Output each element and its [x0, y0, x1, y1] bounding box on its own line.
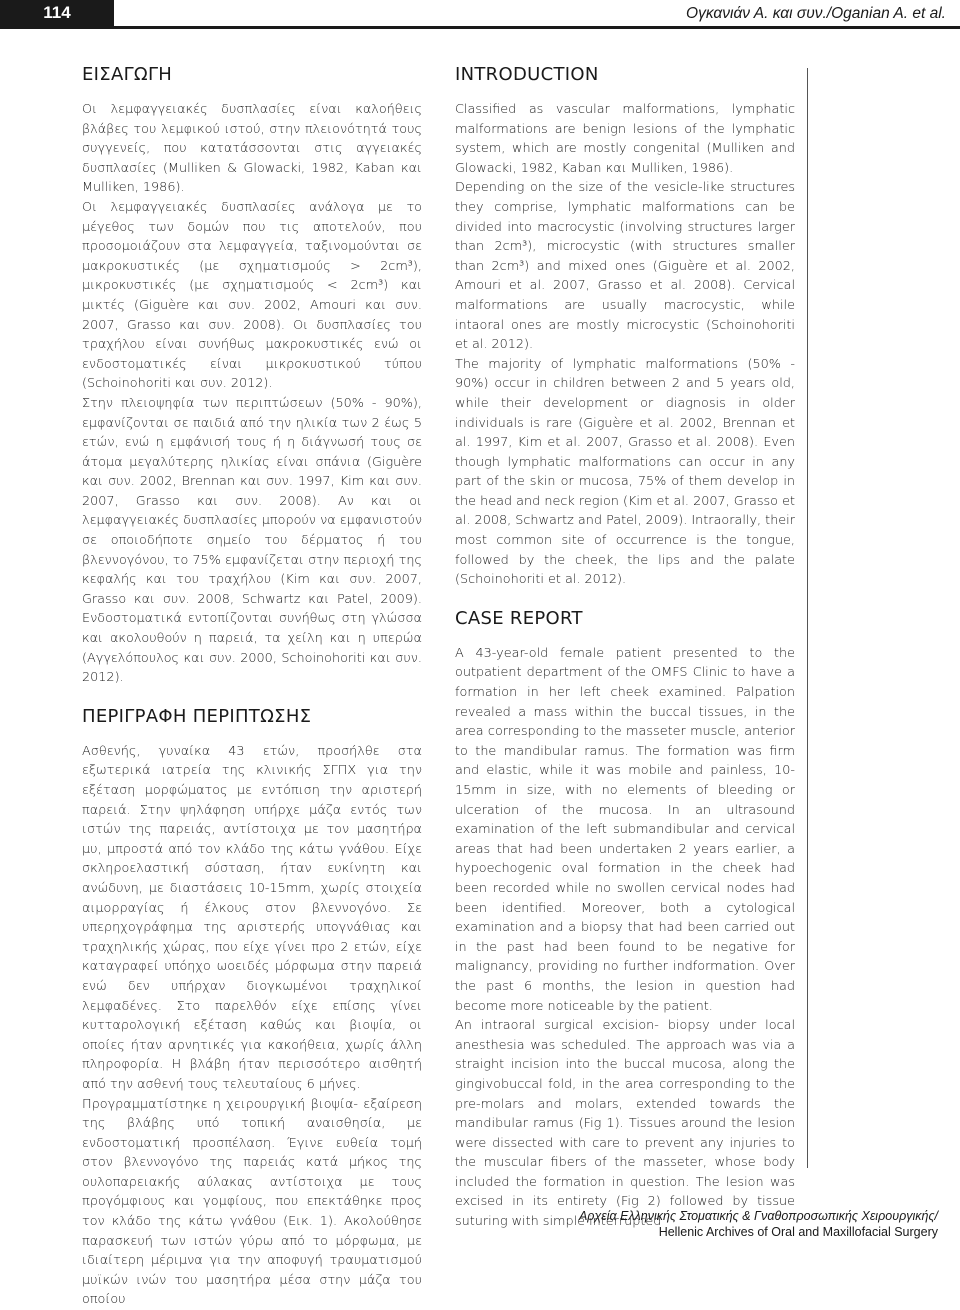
page-number: 114 — [0, 0, 114, 26]
paragraph: A 43-year-old female patient presented to the outpatient department of the OMFS Clinic to have a formation in her left cheek examined. Palpation revealed a mass within the buccal tissues, in the area corresponding to the masseter muscle, anterior to the mandibular ramus. The formation was firm and elastic, while it was mobile and painless, 10-15mm in size, with no elements of bleeding or ulceration of the mucosa. In an ultrasound examination of the left submandibular and cervical areas that had been undertaken 2 years earlier, a hypoechogenic oval formation in the cheek had been recorded while no swollen cervical nodes had been identified. Moreover, both a cytological examination and a biopsy that had been carried out in the past had been found to be negative for malignancy, providing no further indformation. Over the past 6 months, the lesion in question had become more noticeable by the patient. — [455, 644, 795, 1016]
right-column-english — [455, 62, 795, 1232]
paragraph: Ασθενής, γυναίκα 43 ετών, προσήλθε στα εξωτερικά ιατρεία της κλινικής ΣΓΠΧ για την εξέταση μορφώματος με εντόπιση την αριστερή παρειά. Στην ψηλάφηση υπήρχε μάζα εντός των ιστών της παρειάς, αντίστοιχα με τον μασητήρα μυ, μπροστά από τον κλάδο της κάτω γνάθου. Είχε σκληροελαστική σύσταση, ήταν ευκίνητη και ανώδυνη, με διαστάσεις 10-15mm, χωρίς στοιχεία αιμορραγίας ή έλκους στον βλεννογόνο. Σε υπερηχογράφημα της αριστερής υπογνάθιας και τραχηλικής χώρας, που είχε γίνει προ 2 ετών, είχε καταγραφεί υπόηχο ωοειδές μόρφωμα στην παρειά ενώ δεν υπήρχαν διογκωμένοι τραχηλικοί λεμφαδένες. Στο παρελθόν είχε επίσης γίνει κυτταρολογική εξέταση καθώς και βιοψία, οι οποίες ήταν αρνητικές για κακοήθεια, χωρίς άλλη πληροφορία. Η βλάβη ήταν περισσότερο αισθητή από την ασθενή τους τελευταίους 6 μήνες. — [82, 742, 422, 1095]
paragraph: The majority of lymphatic malformations (50% - 90%) occur in children between 2 and 5 years old, while their development or diagnosis in older individuals is rare (Giguère et al. 2002, Brennan et al. 1997, Kim et al. 2007, Grasso et al. 2008). Even though lymphatic malformations can occur in any part of the skin or mucosa, 75% of them develop in the head and neck region (Kim et al. 2007, Grasso et al. 2008, Schwartz and Patel, 2009). Intraorally, their most common site of occurrence is the tongue, followed by the cheek, the lips and the palate (Schoinohoriti et al. 2012). — [455, 355, 795, 590]
journal-footer — [579, 1208, 938, 1240]
running-head: Ογκανιάν Α. και συν./Oganian A. et al. — [686, 2, 946, 26]
heading-introduction-greek: ΕΙΣΑΓΩΓΗ — [82, 62, 422, 88]
paragraph: Classified as vascular malformations, lymphatic malformations are benign lesions of the lymphatic system, which are mostly congenital (Mulliken and Glowacki, 1982, Kaban και Mulliken, 1986). — [455, 100, 795, 178]
paragraph: An intraoral surgical excision- biopsy under local anesthesia was scheduled. The approach was via a straight incision into the buccal mucosa, along the gingivobuccal fold, in the area corresponding to the pre-molars and molars, extended towards the mandibular ramus (Fig 1). Tissues around the lesion were dissected with care to prevent any injuries to the muscular fibers of the masseter, whose body included the formation in question. The lesion was excised in its entirety (Fig 2) followed by tissue suturing with simple interrupted — [455, 1016, 795, 1232]
footer-line-greek: Αρχεία Ελληνικής Στοματικής & Γναθοπροσωπικής Χειρουργικής/ — [579, 1208, 938, 1224]
heading-case-report: CASE REPORT — [455, 606, 795, 632]
footer-line-english: Hellenic Archives of Oral and Maxillofacial Surgery — [579, 1224, 938, 1240]
paragraph: Οι λεμφαγγειακές δυσπλασίες ανάλογα με το μέγεθος των δομών που τις αποτελούν, που προσομοιάζουν στα λεμφαγγεία, ταξινομούνται σε μακροκυστικές (με σχηματισμούς > 2cm³), μικροκυστικές (με σχηματισμούς < 2cm³) και μικτές (Giguère και συν. 2002, Amouri και συν. 2007, Grasso και συν. 2008). Οι δυσπλασίες του τραχήλου είναι συνήθως μακροκυστικές ενώ οι ενδοστοματικές είναι μικροκυστικού τύπου (Schoinohoriti και συν. 2012). — [82, 198, 422, 394]
header-bar — [0, 0, 960, 29]
heading-introduction: INTRODUCTION — [455, 62, 795, 88]
paragraph: Στην πλειοψηφία των περιπτώσεων (50% - 90%), εμφανίζονται σε παιδιά από την ηλικία των 2 έως 5 ετών, ενώ η εμφάνισή τους ή η διάγνωσή τους σε άτομα μεγαλύτερης ηλικίας είναι σπάνια (Giguère και συν. 2002, Brennan και συν. 1997, Kim και συν. 2007, Grasso και συν. 2008). Αν και οι λεμφαγγειακές δυσπλασίες μπορούν να εμφανιστούν σε οποιοδήποτε σημείο του δέρματος ή του βλεννογόνου, το 75% εμφανίζεται στην περιοχή της κεφαλής και του τραχήλου (Kim και συν. 2007, Grasso και συν. 2008, Schwartz και Patel, 2009). Ενδοστοματικά εντοπίζονται συνήθως στη γλώσσα και ακολουθούν η παρειά, τα χείλη και η υπερώα (Αγγελόπουλος και συν. 2000, Schoinohoriti και συν. 2012). — [82, 394, 422, 688]
heading-case-greek: ΠΕΡΙΓΡΑΦΗ ΠΕΡΙΠΤΩΣΗΣ — [82, 704, 422, 730]
paragraph: Depending on the size of the vesicle-like structures they comprise, lymphatic malformations can be divided into macrocystic (involving structures larger than 2cm³), microcystic (with structures smaller than 2cm³) and mixed ones (Giguère et al. 2002, Amouri et al. 2007, Grasso et al. 2008). Cervical malformations are usually macrocystic, while intaoral ones are mostly microcystic (Schoinohoriti et al. 2012). — [455, 178, 795, 354]
column-divider — [807, 68, 808, 1168]
paragraph: Προγραμματίστηκε η χειρουργική βιοψία- εξαίρεση της βλάβης υπό τοπική αναισθησία, με ενδοστοματική προσπέλαση. Έγινε ευθεία τομή στον βλεννογόνο της παρειάς κατά μήκος της ουλοπαρειακής αύλακας αντίστοιχα με τους προγόμφιους και γομφίους, που επεκτάθηκε προς τον κλάδο της κάτω γνάθου (Εικ. 1). Ακολούθησε παρασκευή των ιστών γύρω από το μόρφωμα, με ιδιαίτερη μέριμνα για την αποφυγή τραυματισμού μυϊκών ινών του μασητήρα μέσα στην μάζα του οποίου — [82, 1095, 422, 1310]
paragraph: Οι λεμφαγγειακές δυσπλασίες είναι καλοήθεις βλάβες του λεμφικού ιστού, στην πλειονότητά τους συγγενείς, που κατατάσσονται στις αγγειακές δυσπλασίες (Mulliken & Glowacki, 1982, Kaban και Mulliken, 1986). — [82, 100, 422, 198]
left-column-greek — [82, 62, 422, 1310]
